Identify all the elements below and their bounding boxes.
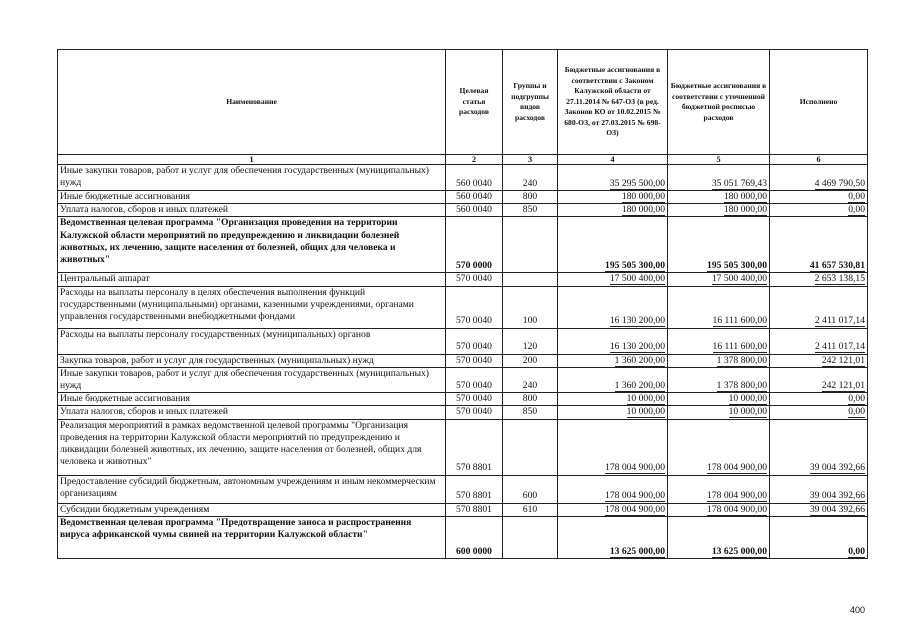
row-target-code: 570 8801 — [446, 503, 503, 516]
row-name: Иные бюджетные ассигнования — [58, 393, 446, 406]
row-law-amount — [558, 393, 668, 406]
row-roster-amount-value: 16 111 600,00 — [712, 341, 767, 353]
row-roster-amount-value: 13 625 000,00 — [711, 545, 767, 557]
header-row — [58, 50, 868, 155]
row-executed-amount — [770, 419, 868, 475]
row-law-amount — [558, 367, 668, 392]
row-target-code: 570 8801 — [446, 475, 503, 503]
row-executed-amount-value: 39 004 392,66 — [809, 462, 865, 474]
table-row — [58, 516, 868, 558]
row-law-amount-value: 17 500 400,00 — [609, 273, 665, 285]
row-roster-amount-value: 195 505 300,00 — [707, 260, 767, 272]
row-target-code: 570 0040 — [446, 367, 503, 392]
row-expense-group — [503, 273, 558, 286]
table-row — [58, 354, 868, 367]
row-name: Центральный аппарат — [58, 273, 446, 286]
row-executed-amount-value: 0,00 — [848, 393, 865, 405]
row-roster-amount-value: 1 378 800,00 — [716, 380, 767, 392]
row-law-amount-value: 178 004 900,00 — [605, 462, 665, 474]
row-executed-amount — [770, 367, 868, 392]
table-row — [58, 503, 868, 516]
header-law-allocations: Бюджетные ассигнования в соответствии с Законом Калужской области от 27.11.2014 № 647-ОЗ (в ред. Законов КО от 10.02.2015 № 680-ОЗ, от 27.03.2015 № 698-ОЗ) — [558, 50, 668, 155]
row-executed-amount-value: 39 004 392,66 — [809, 490, 865, 502]
row-roster-amount-value: 180 000,00 — [723, 204, 767, 216]
row-target-code: 570 8801 — [446, 419, 503, 475]
row-executed-amount-value: 2 411 017,14 — [814, 315, 865, 327]
row-executed-amount — [770, 286, 868, 328]
row-roster-amount-value: 180 000,00 — [723, 191, 767, 202]
row-expense-group: 610 — [503, 503, 558, 516]
row-law-amount — [558, 419, 668, 475]
row-name: Субсидии бюджетным учреждениям — [58, 503, 446, 516]
row-law-amount — [558, 328, 668, 354]
row-executed-amount — [770, 273, 868, 286]
row-law-amount-value: 13 625 000,00 — [609, 545, 665, 557]
row-roster-amount-value: 10 000,00 — [728, 406, 767, 418]
table-row — [58, 204, 868, 217]
row-expense-group — [503, 516, 558, 558]
table-row — [58, 273, 868, 286]
table-row — [58, 367, 868, 392]
row-expense-group: 800 — [503, 393, 558, 406]
row-executed-amount — [770, 475, 868, 503]
row-roster-amount-value: 178 004 900,00 — [707, 503, 767, 515]
row-law-amount — [558, 286, 668, 328]
row-expense-group: 240 — [503, 367, 558, 392]
row-target-code: 570 0000 — [446, 217, 503, 273]
row-target-code: 570 0040 — [446, 393, 503, 406]
row-executed-amount-value: 41 657 530,81 — [809, 260, 865, 272]
row-expense-group: 200 — [503, 354, 558, 367]
row-law-amount — [558, 516, 668, 558]
row-executed-amount-value: 39 004 392,66 — [809, 503, 865, 515]
row-roster-amount — [668, 367, 770, 392]
table-row — [58, 328, 868, 354]
row-roster-amount — [668, 475, 770, 503]
row-law-amount-value: 178 004 900,00 — [605, 490, 665, 502]
row-law-amount-value: 195 505 300,00 — [605, 260, 665, 272]
row-roster-amount-value: 178 004 900,00 — [707, 490, 767, 502]
row-target-code: 570 0040 — [446, 354, 503, 367]
row-executed-amount — [770, 516, 868, 558]
row-expense-group: 240 — [503, 165, 558, 191]
row-law-amount-value: 180 000,00 — [621, 191, 665, 202]
row-roster-amount — [668, 393, 770, 406]
row-law-amount-value: 35 295 500,00 — [609, 177, 665, 189]
row-law-amount — [558, 503, 668, 516]
row-executed-amount — [770, 165, 868, 191]
row-law-amount-value: 10 000,00 — [626, 406, 665, 418]
column-number: 6 — [770, 155, 868, 165]
row-roster-amount — [668, 273, 770, 286]
row-roster-amount-value: 10 000,00 — [728, 393, 767, 405]
row-target-code: 560 0040 — [446, 165, 503, 191]
row-law-amount — [558, 475, 668, 503]
row-law-amount-value: 1 360 200,00 — [614, 354, 665, 366]
row-roster-amount — [668, 191, 770, 204]
row-law-amount-value: 10 000,00 — [626, 393, 665, 405]
row-law-amount-value: 178 004 900,00 — [605, 503, 665, 515]
row-executed-amount-value: 242 121,01 — [821, 354, 865, 366]
row-roster-amount — [668, 406, 770, 419]
table-row — [58, 475, 868, 503]
row-roster-amount-value: 1 378 800,00 — [716, 354, 767, 366]
row-target-code: 570 0040 — [446, 273, 503, 286]
row-name: Иные закупки товаров, работ и услуг для обеспечения государственных (муниципальных) нужд — [58, 367, 446, 392]
row-roster-amount — [668, 354, 770, 367]
table-row — [58, 406, 868, 419]
row-roster-amount-value: 35 051 769,43 — [711, 177, 767, 189]
row-name: Предоставление субсидий бюджетным, автономным учреждениям и иным некоммерческим организациям — [58, 475, 446, 503]
table-row — [58, 393, 868, 406]
row-target-code: 560 0040 — [446, 204, 503, 217]
row-executed-amount-value: 242 121,01 — [821, 380, 865, 392]
header-executed: Исполнено — [770, 50, 868, 155]
row-executed-amount-value: 0,00 — [848, 545, 865, 557]
column-number: 4 — [558, 155, 668, 165]
row-target-code: 600 0000 — [446, 516, 503, 558]
header-target-article: Целевая статья расходов — [446, 50, 503, 155]
row-expense-group: 600 — [503, 475, 558, 503]
row-law-amount — [558, 191, 668, 204]
row-target-code: 570 0040 — [446, 328, 503, 354]
row-law-amount — [558, 406, 668, 419]
row-executed-amount-value: 2 653 138,15 — [814, 273, 865, 285]
row-name: Ведомственная целевая программа "Предотвращение заноса и распространения вируса африканской чумы свиней на территории Калужской области" — [58, 516, 446, 558]
header-name: Наименование — [58, 50, 446, 155]
row-name: Иные бюджетные ассигнования — [58, 191, 446, 204]
table-row — [58, 217, 868, 273]
row-expense-group: 120 — [503, 328, 558, 354]
row-roster-amount — [668, 286, 770, 328]
page-number: 400 — [849, 605, 865, 615]
row-name: Уплата налогов, сборов и иных платежей — [58, 204, 446, 217]
row-target-code: 570 0040 — [446, 286, 503, 328]
column-number: 3 — [503, 155, 558, 165]
table-row — [58, 165, 868, 191]
row-law-amount — [558, 217, 668, 273]
row-expense-group — [503, 217, 558, 273]
row-executed-amount — [770, 191, 868, 204]
row-executed-amount — [770, 406, 868, 419]
row-executed-amount-value: 4 469 790,50 — [814, 177, 865, 189]
row-name: Ведомственная целевая программа "Организация проведения на территории Калужской области мероприятий по предупреждению и ликвидации болезней животных, их лечению, защите населения от болезней, общих для человека и животных" — [58, 217, 446, 273]
row-roster-amount-value: 178 004 900,00 — [707, 462, 767, 474]
row-executed-amount — [770, 217, 868, 273]
column-number: 2 — [446, 155, 503, 165]
row-roster-amount — [668, 217, 770, 273]
row-executed-amount-value: 0,00 — [848, 204, 865, 216]
row-roster-amount — [668, 503, 770, 516]
row-law-amount-value: 16 130 200,00 — [609, 341, 665, 353]
row-executed-amount — [770, 503, 868, 516]
row-law-amount — [558, 354, 668, 367]
row-expense-group: 800 — [503, 191, 558, 204]
row-law-amount-value: 180 000,00 — [621, 204, 665, 216]
header-roster-allocations: Бюджетные ассигнования в соответствии с уточненной бюджетной росписью расходов — [668, 50, 770, 155]
table-row — [58, 191, 868, 204]
row-name: Расходы на выплаты персоналу в целях обеспечения выполнения функций государственными (муниципальными) органами, казенными учреждениями, органами управления государственными внебюджетными фондами — [58, 286, 446, 328]
row-target-code: 570 0040 — [446, 406, 503, 419]
row-law-amount — [558, 165, 668, 191]
row-law-amount — [558, 273, 668, 286]
row-roster-amount-value: 17 500 400,00 — [711, 273, 767, 285]
row-name: Уплата налогов, сборов и иных платежей — [58, 406, 446, 419]
row-name: Иные закупки товаров, работ и услуг для обеспечения государственных (муниципальных) нужд — [58, 165, 446, 191]
table-row — [58, 286, 868, 328]
row-executed-amount — [770, 328, 868, 354]
row-name: Расходы на выплаты персоналу государственных (муниципальных) органов — [58, 328, 446, 354]
header-expense-groups: Группы и подгруппы видов расходов — [503, 50, 558, 155]
row-roster-amount — [668, 204, 770, 217]
column-number-row — [58, 155, 868, 165]
row-law-amount-value: 16 130 200,00 — [609, 315, 665, 327]
row-roster-amount-value: 16 111 600,00 — [712, 315, 767, 327]
row-expense-group: 100 — [503, 286, 558, 328]
row-expense-group: 850 — [503, 406, 558, 419]
row-executed-amount — [770, 204, 868, 217]
row-executed-amount — [770, 354, 868, 367]
column-number: 1 — [58, 155, 446, 165]
row-executed-amount-value: 0,00 — [848, 406, 865, 418]
row-roster-amount — [668, 328, 770, 354]
row-name: Реализация мероприятий в рамках ведомственной целевой программы "Организация проведения на территории Калужской области мероприятий по предупреждению и ликвидации болезней животных, их лечению, защите населения от болезней, общих для человека и животных" — [58, 419, 446, 475]
row-roster-amount — [668, 165, 770, 191]
row-roster-amount — [668, 516, 770, 558]
row-roster-amount — [668, 419, 770, 475]
row-expense-group: 850 — [503, 204, 558, 217]
row-target-code: 560 0040 — [446, 191, 503, 204]
column-number: 5 — [668, 155, 770, 165]
row-executed-amount-value: 0,00 — [848, 191, 865, 202]
budget-table — [57, 49, 868, 559]
row-expense-group — [503, 419, 558, 475]
row-law-amount — [558, 204, 668, 217]
row-name: Закупка товаров, работ и услуг для государственных (муниципальных) нужд — [58, 354, 446, 367]
row-executed-amount-value: 2 411 017,14 — [814, 341, 865, 353]
table-row — [58, 419, 868, 475]
row-executed-amount — [770, 393, 868, 406]
row-law-amount-value: 1 360 200,00 — [614, 380, 665, 392]
